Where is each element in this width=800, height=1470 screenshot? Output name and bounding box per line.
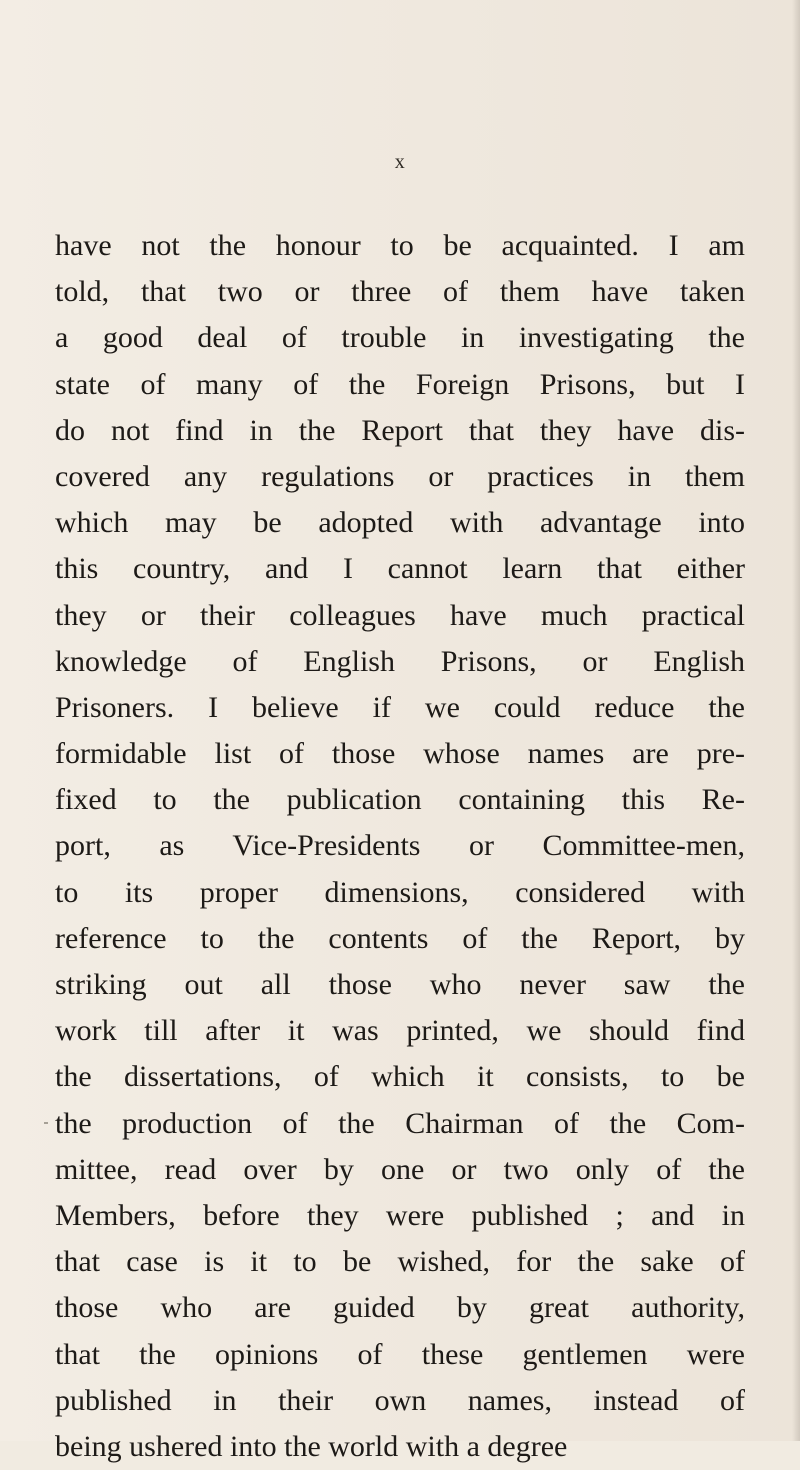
text-line: those who are guided by great authority, (55, 1291, 745, 1325)
text-line: port, as Vice-Presidents or Committee-men, (55, 829, 745, 863)
body-text (55, 223, 745, 1470)
text-line: told, that two or three of them have taken (55, 275, 745, 309)
text-line: a good deal of trouble in investigating the (55, 321, 745, 355)
ink-speck (44, 1122, 48, 1124)
text-line: which may be adopted with advantage into (55, 506, 745, 540)
text-line: the production of the Chairman of the Com- (55, 1106, 745, 1140)
text-line: mittee, read over by one or two only of the (55, 1152, 745, 1186)
text-line: that the opinions of these gentlemen were (55, 1337, 745, 1371)
text-line: this country, and I cannot learn that either (55, 552, 745, 586)
text-line: published in their own names, instead of (55, 1383, 745, 1417)
text-line: knowledge of English Prisons, or English (55, 644, 745, 678)
text-line: being ushered into the world with a degree (55, 1429, 568, 1463)
text-line: have not the honour to be acquainted. I am (55, 229, 745, 262)
text-line: fixed to the publication containing this Re- (55, 783, 745, 817)
text-line: they or their colleagues have much practical (55, 598, 745, 632)
text-line: formidable list of those whose names are pre- (55, 737, 745, 771)
text-line: that case is it to be wished, for the sake of (55, 1245, 745, 1279)
page-edge-shadow (792, 0, 800, 1441)
text-line: work till after it was printed, we should find (55, 1014, 745, 1048)
text-line: do not find in the Report that they have dis- (55, 413, 745, 447)
text-line: the dissertations, of which it consists, to be (55, 1060, 745, 1094)
text-line: covered any regulations or practices in them (55, 459, 745, 493)
page-number: x (394, 151, 406, 173)
text-line: to its proper dimensions, considered with (55, 875, 745, 909)
text-line: state of many of the Foreign Prisons, but I (55, 367, 745, 401)
text-line: striking out all those who never saw the (55, 968, 745, 1001)
text-line: Members, before they were published ; and in (55, 1198, 745, 1232)
text-line: reference to the contents of the Report, by (55, 921, 745, 955)
text-line: Prisoners. I believe if we could reduce the (55, 690, 745, 724)
